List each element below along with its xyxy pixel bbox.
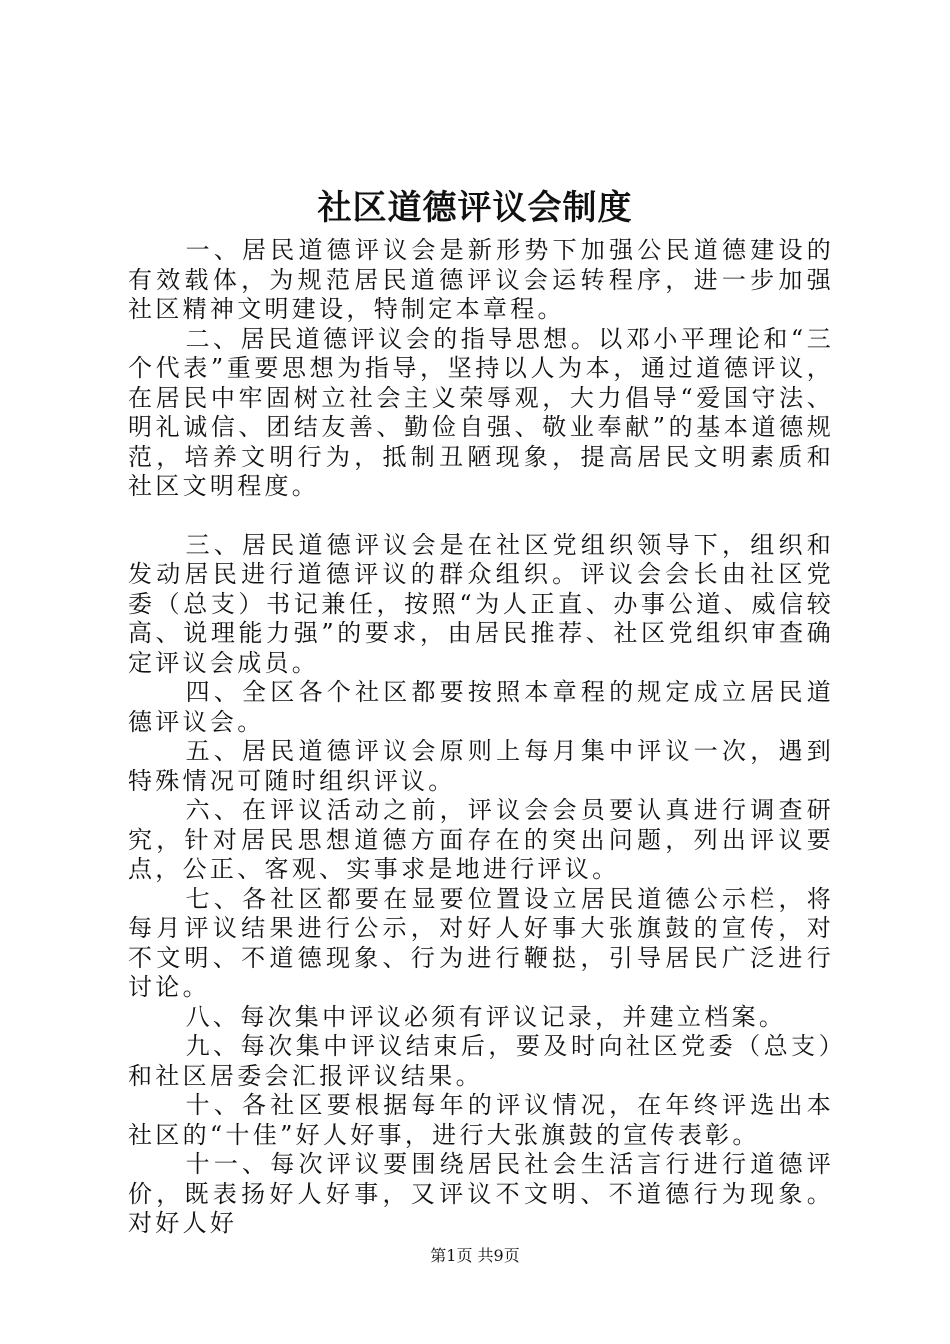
paragraph-9: 九、每次集中评议结束后，要及时向社区党委（总支）和社区居委会汇报评议结果。 (128, 1032, 834, 1090)
paragraph-5: 五、居民道德评议会原则上每月集中评议一次，遇到特殊情况可随时组织评议。 (128, 737, 834, 795)
paragraph-7: 七、各社区都要在显要位置设立居民道德公示栏，将每月评议结果进行公示，对好人好事大张旗鼓的宣传，对不文明、不道德现象、行为进行鞭挞，引导居民广泛进行讨论。 (128, 884, 834, 1001)
paragraph-3: 三、居民道德评议会是在社区党组织领导下，组织和发动居民进行道德评议的群众组织。评议会会长由社区党委（总支）书记兼任，按照“为人正直、办事公道、威信较高、说理能力强”的要求，由居民推荐、社区党组织审查确定评议会成员。 (128, 530, 834, 677)
paragraph-10: 十、各社区要根据每年的评议情况，在年终评选出本社区的“十佳”好人好事，进行大张旗鼓的宣传表彰。 (128, 1091, 834, 1149)
paragraph-1: 一、居民道德评议会是新形势下加强公民道德建设的有效载体，为规范居民道德评议会运转程序，进一步加强社区精神文明建设，特制定本章程。 (128, 236, 834, 323)
document-body (128, 236, 834, 1239)
paragraph-2: 二、居民道德评议会的指导思想。以邓小平理论和“三个代表”重要思想为指导，坚持以人为本，通过道德评议，在居民中牢固树立社会主义荣辱观，大力倡导“爱国守法、明礼诚信、团结友善、勤俭自强、敬业奉献”的基本道德规范，培养文明行为，抵制丑陋现象，提高居民文明素质和社区文明程度。 (128, 324, 834, 500)
paragraph-11: 十一、每次评议要围绕居民社会生活言行进行道德评价，既表扬好人好事，又评议不文明、不道德行为现象。对好人好 (128, 1150, 834, 1237)
document-title: 社区道德评议会制度 (317, 188, 633, 228)
paragraph-4: 四、全区各个社区都要按照本章程的规定成立居民道德评议会。 (128, 678, 834, 736)
page-number-footer: 第1页 共9页 (430, 1246, 520, 1265)
paragraph-8: 八、每次集中评议必须有评议记录，并建立档案。 (185, 1002, 787, 1031)
paragraph-6: 六、在评议活动之前，评议会会员要认真进行调查研究，针对居民思想道德方面存在的突出问题，列出评议要点，公正、客观、实事求是地进行评议。 (128, 796, 834, 883)
